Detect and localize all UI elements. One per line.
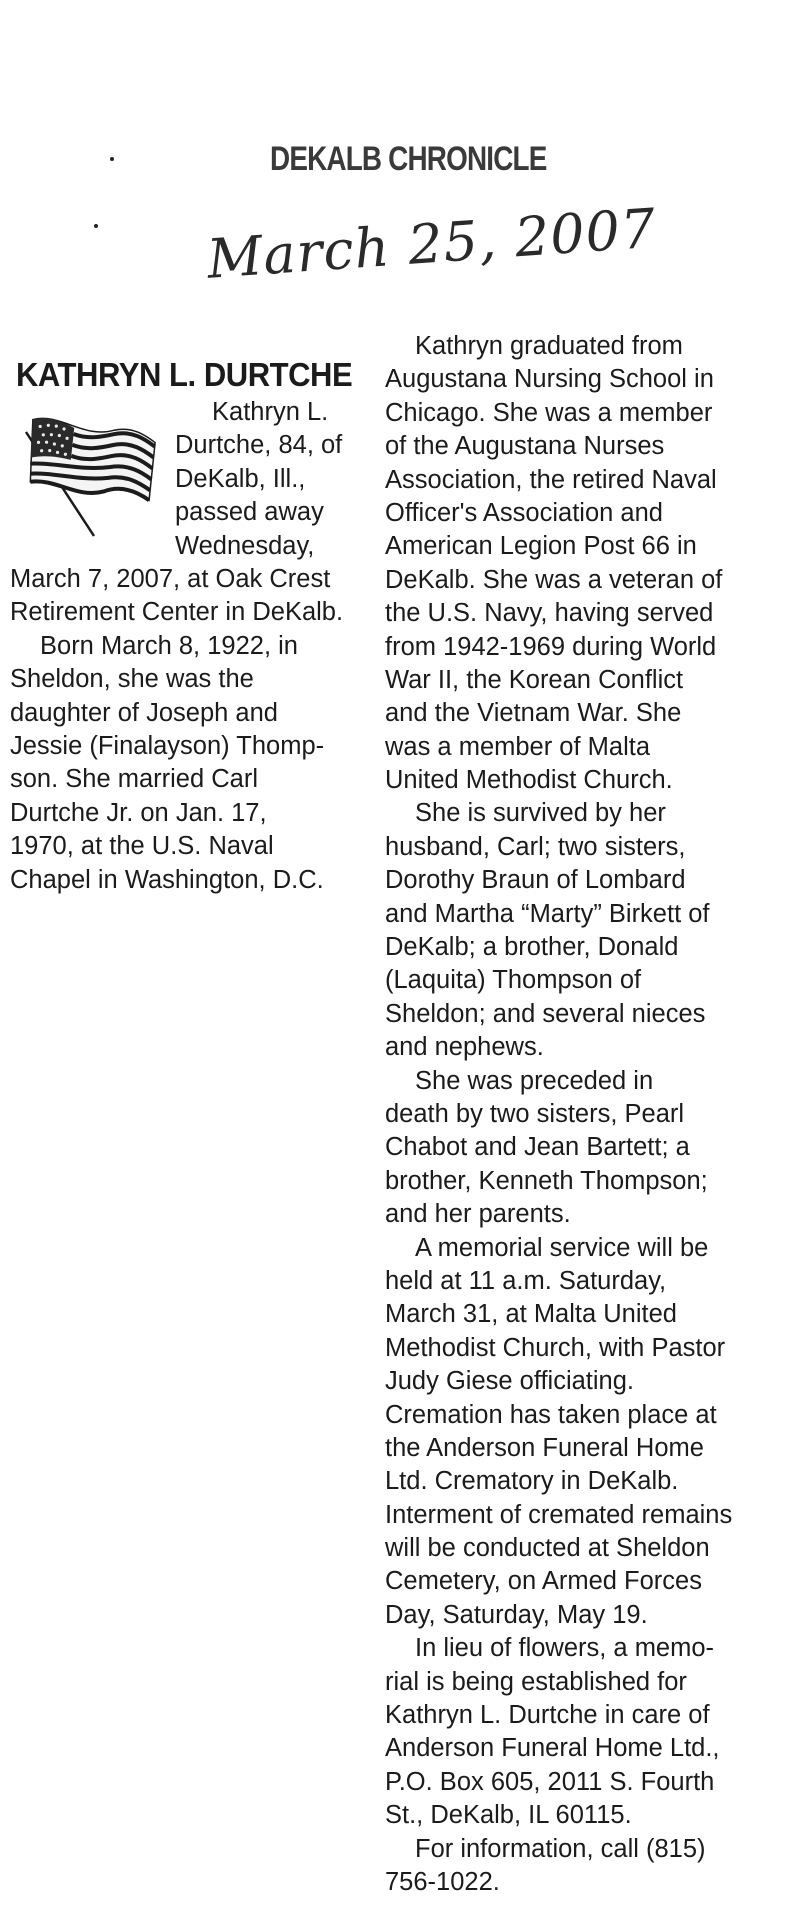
text-line: Anderson Funeral Home Ltd., <box>385 1734 720 1763</box>
text-line: Officer's Association and <box>385 498 663 527</box>
text-line: 1970, at the U.S. Naval <box>10 832 274 861</box>
right-column <box>385 330 805 1899</box>
text-line: 756-1022. <box>385 1867 500 1896</box>
text-line: Wednesday, <box>175 531 315 560</box>
text-line: and nephews. <box>385 1033 544 1062</box>
text-line: She is survived by her <box>415 799 666 828</box>
text-line: St., DeKalb, IL 60115. <box>385 1801 632 1830</box>
handwritten-date: March 25, 2007 <box>205 196 659 291</box>
text-line: daughter of Joseph and <box>10 698 278 727</box>
text-line: Dorothy Braun of Lombard <box>385 866 686 895</box>
text-line: was a member of Malta <box>385 732 651 761</box>
text-line: and her parents. <box>385 1200 571 1229</box>
text-line: In lieu of flowers, a memo- <box>415 1634 715 1663</box>
masthead: DEKALB CHRONICLE <box>270 140 547 178</box>
text-line: Sheldon; and several nieces <box>385 999 706 1028</box>
text-line: Chicago. She was a member <box>385 398 713 427</box>
text-line: Born March 8, 1922, in <box>40 631 298 660</box>
text-line: DeKalb, Ill., <box>175 464 306 493</box>
left-wrap-column <box>150 396 365 563</box>
text-line: United Methodist Church. <box>385 766 673 795</box>
text-line: Interment of cremated remains <box>385 1500 733 1529</box>
text-line: A memorial service will be <box>415 1233 709 1262</box>
text-line: and Martha “Marty” Birkett of <box>385 899 710 928</box>
text-line: DeKalb. She was a veteran of <box>385 565 723 594</box>
text-line: War II, the Korean Conflict <box>385 665 684 694</box>
american-flag-icon <box>12 410 162 540</box>
text-line: Jessie (Finalayson) Thomp- <box>10 731 325 760</box>
text-line: brother, Kenneth Thompson; <box>385 1166 708 1195</box>
text-line: March 31, at Malta United <box>385 1300 677 1329</box>
text-line: Kathryn L. <box>212 398 329 426</box>
text-line: For information, call (815) <box>415 1834 706 1863</box>
text-line: husband, Carl; two sisters, <box>385 832 686 861</box>
text-line: She was preceded in <box>415 1066 654 1095</box>
text-line: American Legion Post 66 in <box>385 532 697 561</box>
text-line: the U.S. Navy, having served <box>385 599 714 628</box>
text-line: of the Augustana Nurses <box>385 432 665 461</box>
left-column <box>10 563 380 897</box>
text-line: death by two sisters, Pearl <box>385 1099 685 1128</box>
text-line: Kathryn L. Durtche in care of <box>385 1701 710 1730</box>
text-line: (Laquita) Thompson of <box>385 966 642 995</box>
text-line: Day, Saturday, May 19. <box>385 1600 648 1629</box>
text-line: Sheldon, she was the <box>10 665 254 694</box>
text-line: Chabot and Jean Bartett; a <box>385 1133 690 1162</box>
text-line: Durtche Jr. on Jan. 17, <box>10 798 267 827</box>
text-line: Association, the retired Naval <box>385 465 717 494</box>
obituary-headline: KATHRYN L. DURTCHE <box>16 356 353 393</box>
text-line: from 1942-1969 during World <box>385 632 717 661</box>
text-line: Kathryn graduated from <box>415 332 683 360</box>
scan-speck <box>94 224 98 228</box>
text-line: DeKalb; a brother, Donald <box>385 933 679 962</box>
text-line: Judy Giese officiating. <box>385 1367 634 1396</box>
text-line: son. She married Carl <box>10 765 259 794</box>
text-line: held at 11 a.m. Saturday, <box>385 1266 667 1295</box>
text-line: P.O. Box 605, 2011 S. Fourth <box>385 1767 715 1796</box>
text-line: and the Vietnam War. She <box>385 699 682 728</box>
scan-speck <box>110 157 114 161</box>
text-line: Augustana Nursing School in <box>385 365 714 394</box>
text-line: rial is being established for <box>385 1667 687 1696</box>
text-line: Durtche, 84, of <box>175 431 343 460</box>
text-line: will be conducted at Sheldon <box>385 1534 710 1563</box>
text-line: Methodist Church, with Pastor <box>385 1333 726 1362</box>
text-line: March 7, 2007, at Oak Crest <box>10 565 331 593</box>
text-line: Retirement Center in DeKalb. <box>10 598 344 627</box>
text-line: Cemetery, on Armed Forces <box>385 1567 702 1596</box>
text-line: Chapel in Washington, D.C. <box>10 865 324 894</box>
text-line: Ltd. Crematory in DeKalb. <box>385 1467 679 1496</box>
text-line: passed away <box>175 498 324 527</box>
text-line: Cremation has taken place at <box>385 1400 717 1429</box>
text-line: the Anderson Funeral Home <box>385 1433 704 1462</box>
